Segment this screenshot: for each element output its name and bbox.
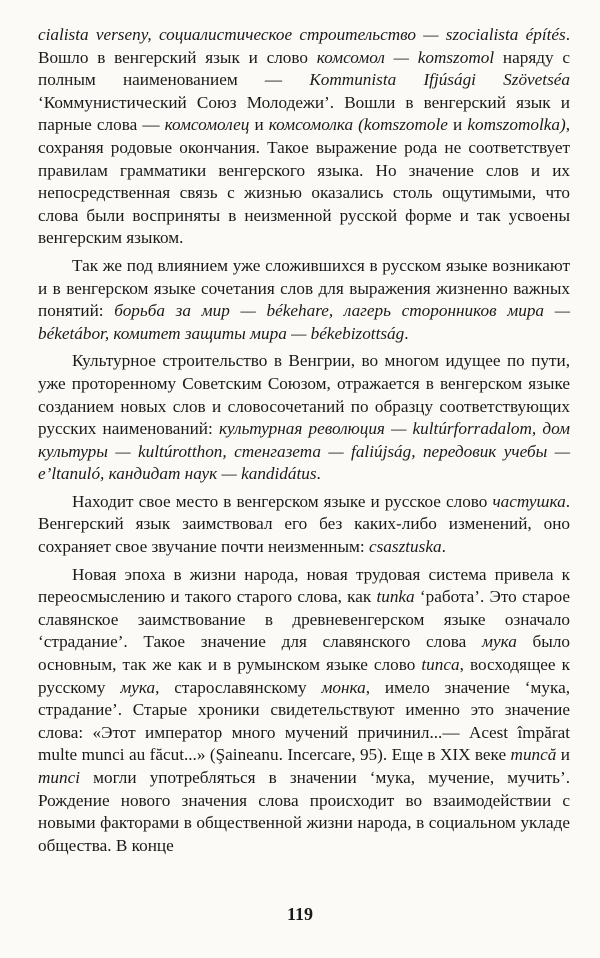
italic-run: cialista verseny, социалистическое строительство — szocialista építés — [38, 25, 566, 44]
italic-run: борьба за мир — békehare, лагерь сторонников мира — béketábor, комитет защиты мира — békebizottság — [38, 301, 570, 343]
italic-run: комсомол — komszomol — [316, 47, 495, 67]
text-run: . — [404, 323, 409, 343]
text-run: ‘Коммунистический Союз Молодежи’. Вошли в венгерский язык и парные слова — — [38, 92, 570, 135]
text-run: . — [316, 464, 321, 484]
italic-run: частушка — [492, 491, 566, 511]
text-run: , имело значение ‘мука, страдание’. Старые хроники свидетельствуют именно это значение слова: «Этот император много мучений причинил...— Acest împărat multe munci au făcut...» (Şaineanu. Incercare, 95). Еще в XIX веке — [38, 677, 570, 765]
italic-run: tunka — [376, 587, 415, 607]
text-run: и — [447, 115, 468, 135]
italic-run: munci — [38, 768, 81, 787]
text-run: Культурное строительство в Венгрии, во многом идущее по пути, уже проторенному Советским Союзом, отражается в венгерском языке созданием новых слов и словосочетаний по образцу соответствующих русских наименований: — [38, 351, 570, 439]
paragraph — [38, 255, 570, 345]
text-run: . — [441, 537, 446, 557]
italic-run: Kommunista Ifjúsági Szövetséa — [309, 70, 570, 90]
text-run: наряду с полным наименованием — — [38, 47, 571, 90]
italic-run: tunca — [421, 655, 460, 675]
italic-run: мука — [482, 632, 517, 652]
page-number: 119 — [286, 904, 313, 924]
text-run: и — [556, 745, 571, 765]
italic-run: монка — [321, 677, 366, 697]
paragraph — [38, 24, 570, 250]
italic-run: csasztuska — [368, 537, 442, 557]
text-run: , восходящее к русскому — [38, 655, 570, 697]
main-text — [38, 24, 570, 862]
italic-run: культурная революция — kultúrforradalom, дом культуры — kultúrotthon, стенгазета — faliújság, передовик учебы — e’ltanuló, кандидат наук — kandidátus — [38, 419, 570, 484]
italic-run: комсомолка (komszomole — [268, 115, 448, 135]
italic-run: мука — [120, 677, 156, 697]
text-run: могли употребляться в значении ‘мука, мучение, мучить’. Рождение нового значения слова происходит во взаимодействии с новыми факторами в общественной жизни народа, в социальном укладе общества. В конце — [38, 768, 570, 855]
text-run: ‘работа’. Это старое славянское заимствование в древневенгерском языке означало ‘страдание’. Такое значение для славянского слова — [38, 587, 570, 652]
text-run: Так же под влиянием уже сложившихся в русском языке возникают и в венгерском языке сочетания слов для выражения жизненно важных понятий: — [38, 255, 570, 321]
text-run: . Вошло в венгерский язык и слово — [38, 25, 570, 67]
paragraph — [38, 350, 570, 486]
text-run: и — [249, 115, 269, 135]
paragraph — [38, 564, 570, 858]
text-run: , сохраняя родовые окончания. Такое выражение рода не соответствует правилам грамматики венгерского языка. Но значение слов и их непосредственная связь с жизнью оказались столь ощутимыми, что слова были восприняты в неизменной русской форме и так усвоены венгерским языком. — [38, 115, 570, 248]
text-run: . Венгерский язык заимствовал его без каких-либо изменений, оно сохраняет свое звучание почти неизменным: — [38, 491, 570, 557]
italic-run: muncă — [510, 745, 557, 765]
text-run: Находит свое место в венгерском языке и русское слово — [72, 491, 493, 511]
text-run: было основным, так же как и в румынском языке слово — [38, 632, 570, 675]
italic-run: комсомолец — [164, 115, 250, 135]
text-run: Новая эпоха в жизни народа, новая трудовая система привела к переосмыслению и такого старого слова, как — [38, 564, 570, 607]
paragraph — [38, 491, 570, 559]
italic-run: komszomolka) — [467, 115, 566, 135]
text-run: , старославянскому — [155, 677, 322, 697]
